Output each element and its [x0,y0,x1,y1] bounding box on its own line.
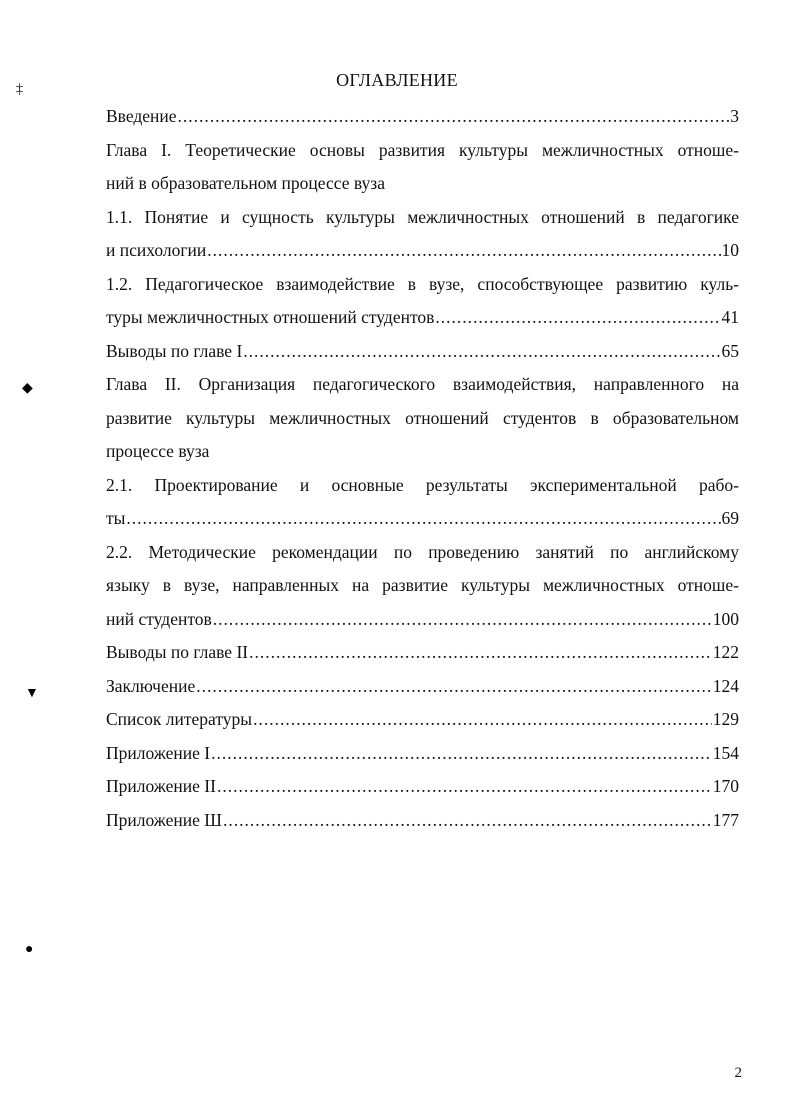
toc-entry-leader-line [106,502,739,536]
toc-entry[interactable] [106,469,739,536]
toc-entry-text-line: 1.1. Понятие и сущность культуры межличностных отношений в педагогике [106,206,739,227]
toc-entry-page-number: 154 [712,742,739,763]
toc-entry[interactable] [106,804,739,838]
toc-entry-text-line: 2.2. Методические рекомендации по проведению занятий по английскому [106,541,739,562]
dot-leader [253,703,712,737]
toc-entry-text-line: ний в образовательном процессе вуза [106,173,385,193]
toc-entry-label: Заключение [106,675,196,696]
margin-mark: ‡ [16,82,23,97]
table-of-contents [106,100,739,837]
toc-entry-leader-line [106,603,739,637]
toc-entry-page-number: 10 [721,240,739,260]
toc-entry-label: ний студентов [106,608,212,629]
toc-entry-label: Приложение I [106,742,211,763]
toc-entry[interactable] [106,636,739,670]
toc-entry-page-number: 65 [721,340,739,361]
margin-mark: ◆ [22,381,33,396]
toc-entry[interactable] [106,737,739,771]
dot-leader [435,301,720,335]
toc-entry-label: Приложение Ш [106,809,222,830]
toc-entry-label: Приложение II [106,776,216,796]
toc-entry-leader-line [106,737,739,771]
toc-entry[interactable] [106,670,739,704]
dot-leader [207,234,720,268]
toc-entry-text-line: языку в вузе, направленных на развитие культуры межличностных отноше- [106,575,739,595]
toc-entry-page-number: 3 [730,106,739,126]
dot-leader [223,804,712,838]
toc-entry-label: и психологии [106,240,207,260]
toc-entry-leader-line [106,100,739,134]
toc-entry-text-line: 2.1. Проектирование и основные результаты экспериментальной рабо- [106,474,739,495]
toc-entry[interactable] [106,201,739,268]
dot-leader [217,770,712,804]
toc-entry[interactable] [106,335,739,369]
toc-entry-label: Список литературы [106,709,253,729]
toc-entry-page-number: 170 [712,776,739,796]
toc-entry[interactable] [106,770,739,804]
dot-leader [243,335,720,369]
margin-mark: ▼ [25,686,39,701]
dot-leader [211,737,712,771]
dot-leader [126,502,720,536]
dot-leader [213,603,712,637]
toc-entry-leader-line [106,804,739,838]
toc-entry-leader-line [106,670,739,704]
toc-entry-leader-line [106,301,739,335]
toc-entry-label: туры межличностных отношений студентов [106,307,435,327]
toc-entry-page-number: 100 [712,608,739,629]
toc-entry-label: Введение [106,106,177,126]
toc-entry-text-line: 1.2. Педагогическое взаимодействие в вузе, способствующее развитию куль- [106,273,739,294]
dot-leader [196,670,712,704]
toc-entry[interactable] [106,703,739,737]
toc-entry-label: ты [106,508,126,528]
toc-entry-text-line: развитие культуры межличностных отношений студентов в образовательном [106,407,739,428]
page-number: 2 [734,1065,742,1081]
toc-entry-leader-line [106,234,739,268]
toc-entry-page-number: 124 [712,675,739,696]
toc-entry-leader-line [106,703,739,737]
toc-entry-leader-line [106,636,739,670]
toc-entry-page-number: 129 [712,709,739,729]
toc-entry-leader-line [106,770,739,804]
margin-mark: ● [25,942,34,957]
toc-entry-leader-line [106,335,739,369]
dot-leader [178,100,730,134]
toc-entry-text-line: процессе вуза [106,441,210,461]
toc-entry-text-line: Глава II. Организация педагогического взаимодействия, направленного на [106,374,739,394]
toc-entry-page-number: 122 [712,642,739,662]
toc-entry[interactable] [106,134,739,201]
toc-entry[interactable] [106,100,739,134]
dot-leader [249,636,712,670]
toc-entry[interactable] [106,368,739,469]
toc-entry[interactable] [106,536,739,637]
toc-entry-page-number: 41 [721,307,739,327]
toc-entry-label: Выводы по главе II [106,642,249,662]
toc-entry[interactable] [106,268,739,335]
toc-entry-page-number: 69 [721,508,739,528]
toc-entry-page-number: 177 [712,809,739,830]
toc-heading: ОГЛАВЛЕНИЕ [336,70,458,90]
toc-entry-label: Выводы по главе I [106,340,243,361]
toc-entry-text-line: Глава I. Теоретические основы развития культуры межличностных отноше- [106,139,739,160]
